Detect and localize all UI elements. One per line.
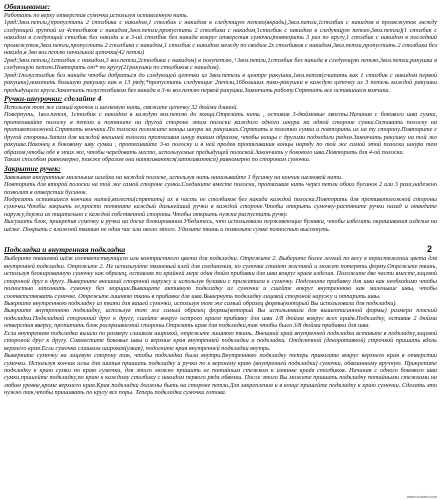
heading-label: Закрытие ручек: [4,163,61,173]
paragraph: Выверните сумочку на лицевую сторону так, чтобы подкладка была внутри.Внутреннюю подкладку теперь приколите вокруг верхнего края в отверстии сумочки. Используя кончик иглы для шитья пришить подкладку и ручки по к верхнему краю (внутренней подкладки) сумочки, обвязанному вручную. Прикрепите подкладку к краю сумки по краю сумочки, для этого можно пришить ее потайным стежком к изнанке краёв столбиков. Начиная с одного бокового шва сумки,пришейте подкладку,по краю к каждому столбику с накидом первого ряда обвязки. После этого Вы можете пришить подкладку потайными стежками на любом уровне,кроме верхнего края.Края подкладки должны быть на стороне петли.Для закрепления и в конце пришейте подкладку к краю сумочки. Сделать это нужно так,чтобы пришивать по кругу все поры. Теперь подкладка сумочки готова. [4,352,437,397]
site-watermark: www.zolaisv.com [406,494,437,499]
paragraph: Высушить блок, прикрепив сумочку и ручки на доске блокирования.Убедитесь, что использовали нержавеющие булавки, чтобы избегать окрашивания изделия на шёлке. Покрыть с влажной тканью не один час или около этого. Удалите ткань и позвольте сумке полностью высохнуть. [4,218,437,233]
paragraph: Таким способом равномерно, также образом они натягиваются(затягиваются) равномерно по сторонам сумочки. [4,156,311,164]
paragraph: Выкроите внутреннюю подкладку, используя тот же самый образец формы(который Вы использовали для вышеописанной формы) размера плоский подкладки.Подкладкой сторонний друг к другу, сшейте вокруг острого краем прибавку для шва 1/8 дюйма вокруг всех краёв.Подкладку, оставив 2 дюйма отверстия вверху, пропитать блок раскраиваемой стороны.Отрезать края для подкладки,так чтобы было 3/8 дюйма прибавки для шва. [4,307,437,330]
paragraph: Подрезать оставшиеся кончики нитей,вплести(спрятать) их в часть не столбиков без накида каждой полоски.Повторить для противоположной стороны сумочки.Чтобы закрыть ее,просто потяните каждый дальнейший ручки в каждой стороне.Чтобы открыть сумочку-растяните ручки назад и отведите наружу,держа их тщательно с каждой собственной стороны.Чтобы открыть нужна распустить ручку. [4,195,437,218]
section-heading-obvyazyvanie: Обвязывание: [4,2,51,11]
paragraph: Выкроите внутреннюю подкладку из ткани для вашей сумочки, используя тот же самый образец формы(который Вы использовали для подкладки). [4,299,397,307]
section-gap [4,233,437,245]
heading-note: сделайте 4 [62,93,102,103]
page-number: 2 [426,244,432,254]
paragraph: Если внутренняя подкладка вышла по размеру слишком широкой, отрежьте лишнюю ткань. Внешний край внутренней подкладки вставьте в подкладку,лицевой стороной друг к другу. Совместите боковые швы и верхние края внутренней подкладки и подкладки. Отделочной (декоративной) строчкой пришить вдоль верхнего края.Если сумочка слишком широкая(узкая), подогните края внутренней подкладки внутрь. [4,329,437,352]
paragraph: Выберите тканевой шёлк соответствующего или контрастного цвета для подкладки. Отрежьте 2. Выберите более легкий по весу в нерастяжении цвета для внутренней подкладки. Отрежьте 2. Не используйте тканевый клей для соединения, но сумочка станет жесткой и может потерять форму.Отрежьте ткань, используя блокированную сумочку как образец, оставляя по крайней мере один дюйм прибавки для шва вокруг краев изделия. Положите две части вместе,лицевой стороной друг к другу. Выверните внешний стороной наружу и используя булавки с прижатием к сумочку. Подгоните прибавку для шва как необходимо чтобы полностью заполнить сумочку без морщин.Выващите активную подкладку из сумочки и сшейте вокруг внутреннюю как маленькие швы, чтобы соответствовать сумочке. Отрежьте лишнюю ткань в прибавке для шва.Вывернуть подкладку лицевой стороной наружу и отпарить швы. [4,255,437,300]
heading-label: Ручки-шнурочки: [4,93,63,103]
paragraph: Повернуть, 1воз.петля, 1столбик с накидом в каждую воз.петлю до конца.Отрезать нить , оставив 3-дюймовые хвосты.Начиная с бокового шва сумки, протягивайте полоску в петлю и потяните на другой стороне этим полоски каждого одного шнура на одной стороне сумки.Оставить полоску на противоположной.Спрятать кончики.По полоски положите концы шнура на ракушках.Спрятать в полотно сумки и повторить их на ту сторону.Повторите с другой стороны.Затем для каждой внешней полоски протягивая шнур таким образом, чтобы концы с другими подходили рядом.Закончить ракушку на той же ракушке.Наконец к боковому шву сумки , протягивайте 3-ю полоску и в ней продев протягивания концы наряду по той же самой этой полоски шнура тем образом,чтобы обе в этих же, чтобы чередовать место, используемые предыдущей полоской.Закончить у бокового шва.Повторить для 4-ой полоски. [4,111,437,156]
paragraph: Повторить для второй полоски на той же самой стороне сумки.Соедините вместе полоски, протягивая нить через петли обоих бусинок 2 или 3 раза,надежно позволит в отверстии бусинок. [4,181,437,196]
paragraph: Завязывая аккуратные маленькие шлейки на каждой полоске, используя нить нанизывайте 1 бусинку на кончик шелковой нити. [4,173,343,181]
paragraph: 3ряд:1полустолбик без накида чтобы добраться до следующей цепочки из 3воз.петель в центре ракушки,1воз.петля(считать как 1 столбик с накидом первой ракушки),накопить большую ракушку как в 13 ряду,*пропустить следующие 2петли,16больших пико-ракушки в каждую цепочку из 3 петель каждой ракушки предыдущего круга.Закончить полустолбиком без накида в 3-ю воз.петлю первой ракушки.Закончить работу.Спрятать все оставшиеся кончики. [4,71,437,94]
paragraph: Используя тот же самый крючок и шелковую нить, свяжите цепочку 32 дюйма длиной. [4,103,238,111]
section-heading-podkladka: Подкладка и внутренняя подкладка [4,245,126,255]
paragraph: Работать по верху отверстия сумочки,используя оставленную нить. [4,12,189,19]
paragraph: 1ряд:3воз.петли,(пропустить 2 столбика с накидом,1 столбик с накидом в следующую петлю(вкрадь),3воз.петли,1столбик с накидом в промежуток между следующей группой из 4столбиков с накидом,3воз.петли,пропустить 2 столбика с накидом,1столбик с накидом в следующую петлю,3воз.петли)(1 столбик с накидом в следующий столбик без накида и в 3-ий столбик без накида вокруг отверстия сумочки)повторить 3 раз по кругу,1 столбик с накидом в последний промежуток,3воз.петли,пропустить 2 столбика с накидом,1 столбик с накидом между по сводам 2х столбиков с накидом,3воз.петли,пропустить 2 столбика без накида,в 3во воз.петлю начальной цепочки(42 петли) [4,19,437,57]
section-heading-ruchki [4,94,437,103]
section-heading-zakrytie [4,164,437,173]
paragraph: 2ряд:3воз.петли,(1столбик с накидом,3 воз.петли,2столбика с накидом) в полупетлю,+3воз.петли,1столбик без накида в следующую петлю,3воз.петли,ракушка в следующую петлю.Повторить от* по кругу(21ракушки по столбиков с накидом). [4,56,437,72]
